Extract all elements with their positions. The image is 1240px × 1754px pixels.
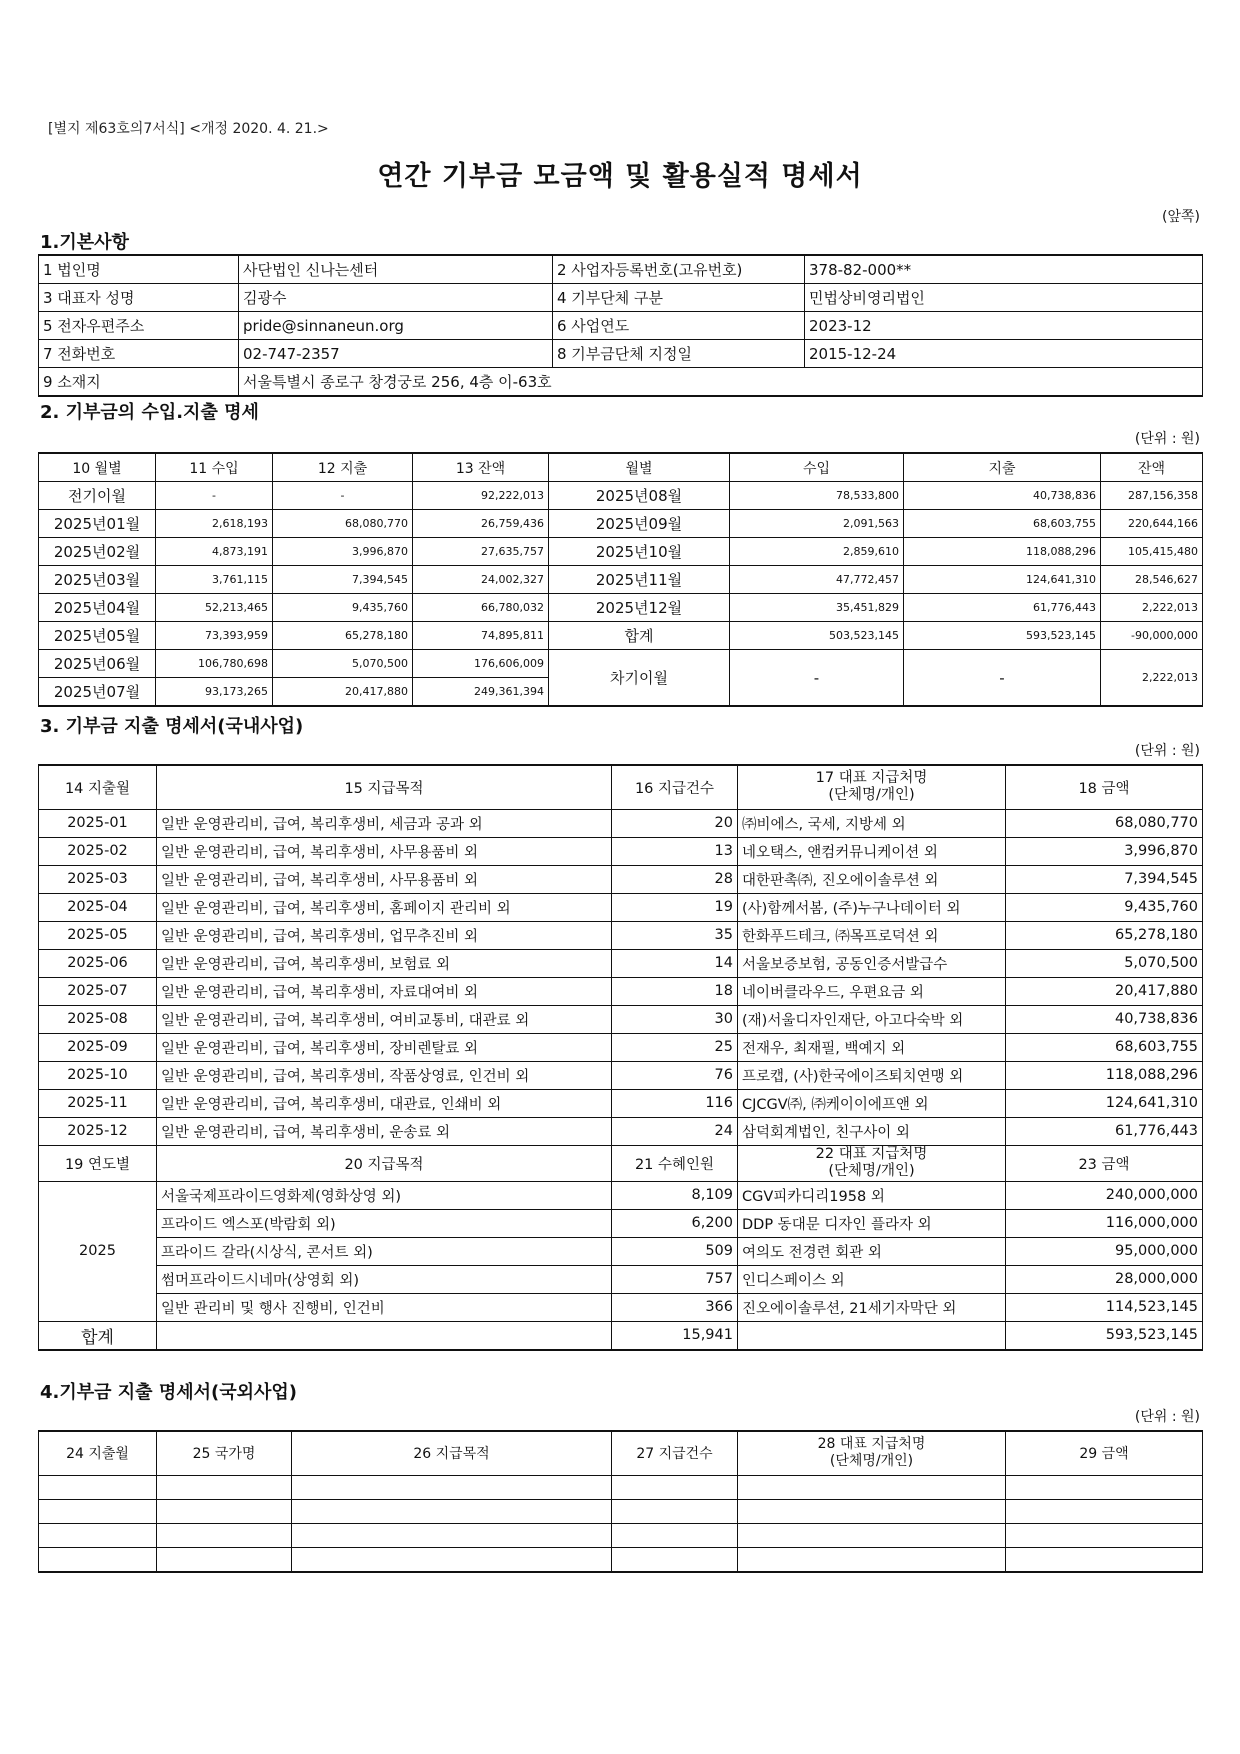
empty-cell — [292, 1547, 612, 1572]
month-cell: 2025-12 — [39, 1117, 157, 1145]
empty-cell — [1006, 1547, 1203, 1572]
empty-cell — [157, 1523, 292, 1547]
basic-value-address: 서울특별시 종로구 창경궁로 256, 4층 이-63호 — [239, 368, 1203, 397]
empty-cell — [157, 1475, 292, 1499]
table-row — [39, 1265, 1203, 1293]
amount-cell: 20,417,880 — [1006, 977, 1203, 1005]
basic-label: 1 법인명 — [39, 255, 239, 284]
empty-cell — [157, 1499, 292, 1523]
expense-cell: 3,996,870 — [273, 538, 413, 566]
month-cell: 2025년08월 — [549, 482, 730, 510]
basic-label: 5 전자우편주소 — [39, 312, 239, 340]
count-cell: 76 — [612, 1061, 738, 1089]
purpose-cell: 일반 운영관리비, 급여, 복리후생비, 작품상영료, 인건비 외 — [157, 1061, 612, 1089]
basic-row — [39, 255, 1203, 284]
amount-cell: 40,738,836 — [1006, 1005, 1203, 1033]
basic-value: 민법상비영리법인 — [805, 284, 1203, 312]
total-amount: 593,523,145 — [1006, 1321, 1203, 1350]
header-cell: 29 금액 — [1006, 1431, 1203, 1475]
header-cell: 13 잔액 — [413, 453, 549, 482]
empty-cell — [738, 1321, 1006, 1350]
empty-cell — [1006, 1523, 1203, 1547]
month-cell: 2025-09 — [39, 1033, 157, 1061]
payee-cell: 서울보증보험, 공동인증서발급수 — [738, 949, 1006, 977]
basic-label: 7 전화번호 — [39, 340, 239, 368]
expense-cell: 118,088,296 — [904, 538, 1101, 566]
amount-cell: 61,776,443 — [1006, 1117, 1203, 1145]
payee-cell: 전재우, 최재필, 백예지 외 — [738, 1033, 1006, 1061]
header-line: 17 대표 지급처명 — [815, 770, 928, 787]
total-count: 15,941 — [612, 1321, 738, 1350]
empty-cell — [1006, 1475, 1203, 1499]
header-cell: 19 연도별 — [39, 1145, 157, 1181]
income-cell: 35,451,829 — [730, 594, 904, 622]
balance-cell: 28,546,627 — [1101, 566, 1203, 594]
income-cell: 52,213,465 — [156, 594, 273, 622]
balance-cell: 74,895,811 — [413, 622, 549, 650]
expense-cell: 68,603,755 — [904, 510, 1101, 538]
expense-cell: 5,070,500 — [273, 650, 413, 678]
unit-label: (단위 : 원) — [1134, 1409, 1200, 1425]
amount-cell: 118,088,296 — [1006, 1061, 1203, 1089]
balance-cell: 220,644,166 — [1101, 510, 1203, 538]
count-cell: 13 — [612, 837, 738, 865]
purpose-cell: 서울국제프라이드영화제(영화상영 외) — [157, 1181, 612, 1209]
purpose-cell: 일반 운영관리비, 급여, 복리후생비, 여비교통비, 대관료 외 — [157, 1005, 612, 1033]
domestic-header-row-2 — [39, 1145, 1203, 1181]
month-cell: 2025-07 — [39, 977, 157, 1005]
amount-cell: 114,523,145 — [1006, 1293, 1203, 1321]
purpose-cell: 일반 관리비 및 행사 진행비, 인건비 — [157, 1293, 612, 1321]
table-row — [39, 977, 1203, 1005]
table-row — [39, 809, 1203, 837]
empty-cell — [612, 1499, 738, 1523]
basic-value: 2023-12 — [805, 312, 1203, 340]
table-row — [39, 949, 1203, 977]
income-cell: 4,873,191 — [156, 538, 273, 566]
total-label: 합계 — [39, 1321, 157, 1350]
header-cell — [738, 1431, 1006, 1475]
table-row — [39, 1117, 1203, 1145]
expense-cell: 65,278,180 — [273, 622, 413, 650]
amount-cell: 95,000,000 — [1006, 1237, 1203, 1265]
empty-cell — [738, 1547, 1006, 1572]
table-row — [39, 1475, 1203, 1499]
carry-over-balance: 2,222,013 — [1101, 650, 1203, 707]
purpose-cell: 썸머프라이드시네마(상영회 외) — [157, 1265, 612, 1293]
month-cell: 2025-01 — [39, 809, 157, 837]
header-cell — [738, 765, 1006, 809]
carry-over-income: - — [730, 650, 904, 707]
purpose-cell: 일반 운영관리비, 급여, 복리후생비, 대관료, 인쇄비 외 — [157, 1089, 612, 1117]
balance-cell: 27,635,757 — [413, 538, 549, 566]
header-line: (단체명/개인) — [828, 787, 915, 804]
empty-cell — [157, 1547, 292, 1572]
income-cell: 2,618,193 — [156, 510, 273, 538]
expense-cell: 593,523,145 — [904, 622, 1101, 650]
total-label: 합계 — [549, 622, 730, 650]
section-domestic-title: 3. 기부금 지출 명세서(국내사업) — [40, 716, 304, 737]
purpose-cell: 일반 운영관리비, 급여, 복리후생비, 세금과 공과 외 — [157, 809, 612, 837]
total-row — [39, 1321, 1203, 1350]
month-cell: 2025년06월 — [39, 650, 156, 678]
income-cell: 2,859,610 — [730, 538, 904, 566]
table-row — [39, 594, 1203, 622]
payee-cell: 네오택스, 앤컴커뮤니케이션 외 — [738, 837, 1006, 865]
domestic-header-row — [39, 765, 1203, 809]
balance-cell: 66,780,032 — [413, 594, 549, 622]
expense-cell: 124,641,310 — [904, 566, 1101, 594]
month-cell: 2025년03월 — [39, 566, 156, 594]
balance-cell: 24,002,327 — [413, 566, 549, 594]
purpose-cell: 일반 운영관리비, 급여, 복리후생비, 홈페이지 관리비 외 — [157, 893, 612, 921]
section-foreign-title: 4.기부금 지출 명세서(국외사업) — [40, 1382, 298, 1403]
count-cell: 25 — [612, 1033, 738, 1061]
table-row — [39, 1209, 1203, 1237]
table-row — [39, 482, 1203, 510]
section-basic-title: 1.기본사항 — [40, 232, 129, 253]
header-cell: 11 수입 — [156, 453, 273, 482]
table-row — [39, 1181, 1203, 1209]
purpose-cell: 일반 운영관리비, 급여, 복리후생비, 장비렌탈료 외 — [157, 1033, 612, 1061]
table-row — [39, 650, 1203, 678]
purpose-cell: 일반 운영관리비, 급여, 복리후생비, 사무용품비 외 — [157, 837, 612, 865]
header-line: 22 대표 지급처명 — [815, 1146, 928, 1162]
count-cell: 35 — [612, 921, 738, 949]
basic-label: 3 대표자 성명 — [39, 284, 239, 312]
header-cell: 25 국가명 — [157, 1431, 292, 1475]
basic-value: 사단법인 신나는센터 — [239, 255, 553, 284]
count-cell: 14 — [612, 949, 738, 977]
header-cell — [738, 1145, 1006, 1181]
header-cell: 월별 — [549, 453, 730, 482]
basic-label: 6 사업연도 — [553, 312, 805, 340]
month-cell: 2025년04월 — [39, 594, 156, 622]
header-cell: 20 지급목적 — [157, 1145, 612, 1181]
empty-cell — [612, 1523, 738, 1547]
basic-label: 4 기부단체 구분 — [553, 284, 805, 312]
amount-cell: 116,000,000 — [1006, 1209, 1203, 1237]
table-row — [39, 1061, 1203, 1089]
carry-over-expense: - — [904, 650, 1101, 707]
basic-value: 02-747-2357 — [239, 340, 553, 368]
payee-cell: 여의도 전경련 회관 외 — [738, 1237, 1006, 1265]
balance-cell: 105,415,480 — [1101, 538, 1203, 566]
month-cell: 2025-11 — [39, 1089, 157, 1117]
header-cell: 10 월별 — [39, 453, 156, 482]
header-cell: 18 금액 — [1006, 765, 1203, 809]
month-cell: 2025-05 — [39, 921, 157, 949]
basic-value: 2015-12-24 — [805, 340, 1203, 368]
basic-value: 378-82-000** — [805, 255, 1203, 284]
expense-cell: 7,394,545 — [273, 566, 413, 594]
empty-cell — [39, 1523, 157, 1547]
table-row — [39, 1499, 1203, 1523]
header-line: 28 대표 지급처명 — [817, 1436, 926, 1453]
amount-cell: 68,603,755 — [1006, 1033, 1203, 1061]
expense-cell: 9,435,760 — [273, 594, 413, 622]
empty-cell — [292, 1523, 612, 1547]
balance-cell: 26,759,436 — [413, 510, 549, 538]
expense-cell: - — [273, 482, 413, 510]
income-cell: 78,533,800 — [730, 482, 904, 510]
month-cell: 2025년01월 — [39, 510, 156, 538]
basic-label: 2 사업자등록번호(고유번호) — [553, 255, 805, 284]
header-cell: 잔액 — [1101, 453, 1203, 482]
count-cell: 28 — [612, 865, 738, 893]
unit-label: (단위 : 원) — [1134, 743, 1200, 759]
income-cell: - — [156, 482, 273, 510]
basic-row — [39, 340, 1203, 368]
income-cell: 2,091,563 — [730, 510, 904, 538]
basic-label: 9 소재지 — [39, 368, 239, 397]
basic-row — [39, 284, 1203, 312]
payee-cell: (재)서울디자인재단, 아고다숙박 외 — [738, 1005, 1006, 1033]
table-row — [39, 510, 1203, 538]
payee-cell: 인디스페이스 외 — [738, 1265, 1006, 1293]
month-cell: 전기이월 — [39, 482, 156, 510]
empty-cell — [738, 1475, 1006, 1499]
empty-cell — [738, 1499, 1006, 1523]
month-cell: 2025년10월 — [549, 538, 730, 566]
section-income-title: 2. 기부금의 수입.지출 명세 — [40, 402, 259, 423]
table-row — [39, 1293, 1203, 1321]
header-cell: 12 지출 — [273, 453, 413, 482]
empty-cell — [612, 1547, 738, 1572]
beneficiary-count-cell: 366 — [612, 1293, 738, 1321]
purpose-cell: 일반 운영관리비, 급여, 복리후생비, 업무추진비 외 — [157, 921, 612, 949]
income-cell: 3,761,115 — [156, 566, 273, 594]
balance-cell: 249,361,394 — [413, 678, 549, 707]
table-row — [39, 1237, 1203, 1265]
month-cell: 2025년11월 — [549, 566, 730, 594]
expense-cell: 40,738,836 — [904, 482, 1101, 510]
expense-cell: 20,417,880 — [273, 678, 413, 707]
basic-label: 8 기부금단체 지정일 — [553, 340, 805, 368]
table-row — [39, 1523, 1203, 1547]
income-cell: 73,393,959 — [156, 622, 273, 650]
payee-cell: 네이버클라우드, 우편요금 외 — [738, 977, 1006, 1005]
table-row — [39, 538, 1203, 566]
table-row — [39, 622, 1203, 650]
purpose-cell: 일반 운영관리비, 급여, 복리후생비, 운송료 외 — [157, 1117, 612, 1145]
payee-cell: 프로캡, (사)한국에이즈퇴치연맹 외 — [738, 1061, 1006, 1089]
count-cell: 116 — [612, 1089, 738, 1117]
month-cell: 2025-02 — [39, 837, 157, 865]
payee-cell: CJCGV㈜, ㈜케이이에프앤 외 — [738, 1089, 1006, 1117]
expense-cell: 68,080,770 — [273, 510, 413, 538]
amount-cell: 5,070,500 — [1006, 949, 1203, 977]
month-cell: 2025-04 — [39, 893, 157, 921]
month-cell: 2025년05월 — [39, 622, 156, 650]
month-cell: 2025-10 — [39, 1061, 157, 1089]
table-row — [39, 1033, 1203, 1061]
month-cell: 2025년12월 — [549, 594, 730, 622]
unit-label: (단위 : 원) — [1134, 431, 1200, 447]
payee-cell: ㈜비에스, 국세, 지방세 외 — [738, 809, 1006, 837]
table-row — [39, 837, 1203, 865]
count-cell: 18 — [612, 977, 738, 1005]
page-title: 연간 기부금 모금액 및 활용실적 명세서 — [377, 161, 863, 192]
purpose-cell: 일반 운영관리비, 급여, 복리후생비, 보험료 외 — [157, 949, 612, 977]
header-line: (단체명/개인) — [829, 1453, 914, 1470]
payee-cell: 삼덕회계법인, 친구사이 외 — [738, 1117, 1006, 1145]
amount-cell: 68,080,770 — [1006, 809, 1203, 837]
table-row — [39, 1089, 1203, 1117]
domestic-expense-table — [38, 764, 1203, 1351]
foreign-header-row — [39, 1431, 1203, 1475]
beneficiary-count-cell: 757 — [612, 1265, 738, 1293]
payee-cell: (사)함께서봄, (주)누구나데이터 외 — [738, 893, 1006, 921]
header-cell: 지출 — [904, 453, 1101, 482]
amount-cell: 65,278,180 — [1006, 921, 1203, 949]
table-row — [39, 893, 1203, 921]
basic-row — [39, 312, 1203, 340]
empty-cell — [612, 1475, 738, 1499]
payee-cell: DDP 동대문 디자인 플라자 외 — [738, 1209, 1006, 1237]
amount-cell: 3,996,870 — [1006, 837, 1203, 865]
table-row — [39, 865, 1203, 893]
foreign-expense-table — [38, 1430, 1203, 1573]
count-cell: 24 — [612, 1117, 738, 1145]
year-cell: 2025 — [39, 1181, 157, 1321]
amount-cell: 9,435,760 — [1006, 893, 1203, 921]
income-expense-table — [38, 452, 1203, 707]
expense-cell: 61,776,443 — [904, 594, 1101, 622]
amount-cell: 240,000,000 — [1006, 1181, 1203, 1209]
income-cell: 106,780,698 — [156, 650, 273, 678]
basic-value: 김광수 — [239, 284, 553, 312]
balance-cell: 287,156,358 — [1101, 482, 1203, 510]
amount-cell: 124,641,310 — [1006, 1089, 1203, 1117]
month-cell: 2025-08 — [39, 1005, 157, 1033]
empty-cell — [738, 1523, 1006, 1547]
header-cell: 16 지급건수 — [612, 765, 738, 809]
amount-cell: 7,394,545 — [1006, 865, 1203, 893]
purpose-cell: 프라이드 엑스포(박람회 외) — [157, 1209, 612, 1237]
month-cell: 2025-06 — [39, 949, 157, 977]
empty-cell — [39, 1547, 157, 1572]
header-cell: 수입 — [730, 453, 904, 482]
header-cell: 15 지급목적 — [157, 765, 612, 809]
purpose-cell: 일반 운영관리비, 급여, 복리후생비, 자료대여비 외 — [157, 977, 612, 1005]
table-row — [39, 1005, 1203, 1033]
month-cell: 2025년02월 — [39, 538, 156, 566]
purpose-cell: 일반 운영관리비, 급여, 복리후생비, 사무용품비 외 — [157, 865, 612, 893]
basic-info-table — [38, 254, 1203, 397]
payee-cell: 대한판촉㈜, 진오에이솔루션 외 — [738, 865, 1006, 893]
payee-cell: 진오에이솔루션, 21세기자막단 외 — [738, 1293, 1006, 1321]
header-cell: 24 지출월 — [39, 1431, 157, 1475]
balance-cell: 92,222,013 — [413, 482, 549, 510]
empty-cell — [292, 1499, 612, 1523]
income-header-row — [39, 453, 1203, 482]
payee-cell: 한화푸드테크, ㈜목프로덕션 외 — [738, 921, 1006, 949]
balance-cell: 176,606,009 — [413, 650, 549, 678]
empty-cell — [157, 1321, 612, 1350]
income-cell: 503,523,145 — [730, 622, 904, 650]
beneficiary-count-cell: 6,200 — [612, 1209, 738, 1237]
beneficiary-count-cell: 8,109 — [612, 1181, 738, 1209]
basic-value: pride@sinnaneun.org — [239, 312, 553, 340]
balance-cell: -90,000,000 — [1101, 622, 1203, 650]
beneficiary-count-cell: 509 — [612, 1237, 738, 1265]
form-number: [별지 제63호의7서식] <개정 2020. 4. 21.> — [48, 121, 329, 137]
empty-cell — [292, 1475, 612, 1499]
empty-cell — [39, 1499, 157, 1523]
header-cell: 26 지급목적 — [292, 1431, 612, 1475]
header-line: (단체명/개인) — [828, 1163, 915, 1179]
count-cell: 30 — [612, 1005, 738, 1033]
header-cell: 14 지출월 — [39, 765, 157, 809]
header-cell: 23 금액 — [1006, 1145, 1203, 1181]
income-cell: 93,173,265 — [156, 678, 273, 707]
empty-cell — [1006, 1499, 1203, 1523]
header-cell: 21 수혜인원 — [612, 1145, 738, 1181]
income-cell: 47,772,457 — [730, 566, 904, 594]
month-cell: 2025년07월 — [39, 678, 156, 707]
table-row — [39, 1547, 1203, 1572]
carry-over-label: 차기이월 — [549, 650, 730, 707]
basic-row — [39, 368, 1203, 397]
page-side-label: (앞쪽) — [1162, 209, 1200, 225]
month-cell: 2025년09월 — [549, 510, 730, 538]
table-row — [39, 566, 1203, 594]
payee-cell: CGV피카디리1958 외 — [738, 1181, 1006, 1209]
count-cell: 20 — [612, 809, 738, 837]
balance-cell: 2,222,013 — [1101, 594, 1203, 622]
amount-cell: 28,000,000 — [1006, 1265, 1203, 1293]
table-row — [39, 921, 1203, 949]
count-cell: 19 — [612, 893, 738, 921]
header-cell: 27 지급건수 — [612, 1431, 738, 1475]
empty-cell — [39, 1475, 157, 1499]
purpose-cell: 프라이드 갈라(시상식, 콘서트 외) — [157, 1237, 612, 1265]
month-cell: 2025-03 — [39, 865, 157, 893]
